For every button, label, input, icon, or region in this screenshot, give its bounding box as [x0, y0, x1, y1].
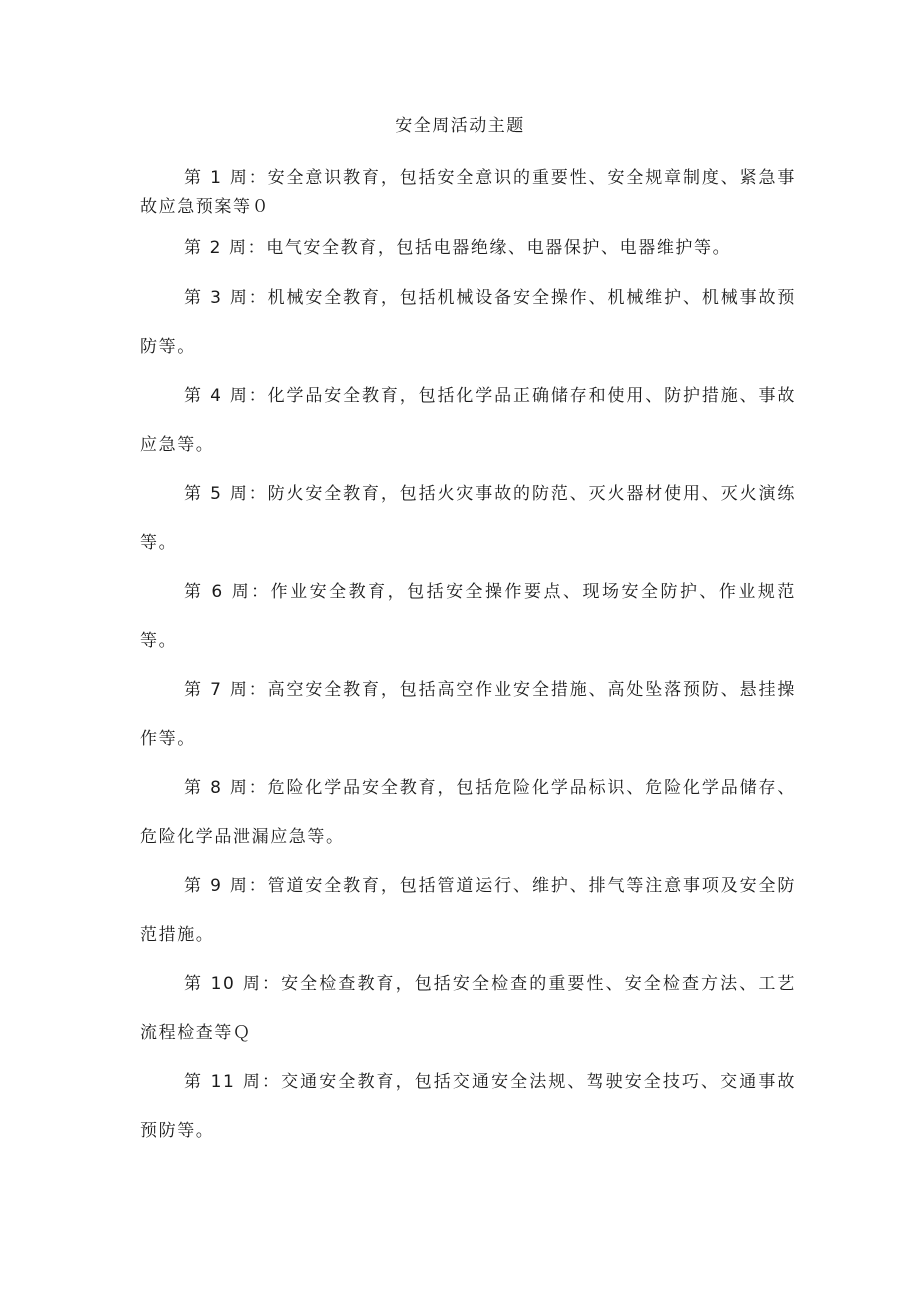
week-text: 防火安全教育，包括火灾事故的防范、灭火器材使用、灭火演练等。	[140, 484, 796, 553]
week-label: 第 10 周：	[184, 974, 282, 994]
week-item-4	[140, 372, 796, 470]
week-item-8	[140, 764, 796, 862]
week-item-10	[140, 960, 796, 1058]
week-label: 第 1 周：	[184, 168, 268, 188]
week-text: 高空安全教育，包括高空作业安全措施、高处坠落预防、悬挂操作等。	[140, 680, 796, 749]
page-title: 安全周活动主题	[395, 116, 525, 136]
week-label: 第 2 周：	[184, 238, 267, 258]
week-text: 危险化学品安全教育，包括危险化学品标识、危险化学品储存、危险化学品泄漏应急等。	[140, 778, 796, 847]
week-item-6	[140, 568, 796, 666]
week-text: 安全检查教育，包括安全检查的重要性、安全检查方法、工艺流程检查等Ｑ	[140, 974, 797, 1043]
week-text: 安全意识教育，包括安全意识的重要性、安全规章制度、紧急事故应急预案等０	[140, 168, 796, 217]
week-label: 第 4 周：	[184, 386, 268, 406]
week-text: 管道安全教育，包括管道运行、维护、排气等注意事项及安全防范措施。	[140, 876, 796, 945]
week-label: 第 8 周：	[184, 778, 268, 798]
week-item-1	[140, 164, 796, 222]
week-item-7	[140, 666, 796, 764]
week-item-11	[140, 1058, 796, 1156]
week-text: 机械安全教育，包括机械设备安全操作、机械维护、机械事故预防等。	[140, 288, 796, 357]
week-text: 电气安全教育，包括电器绝缘、电器保护、电器维护等。	[266, 238, 732, 258]
week-label: 第 9 周：	[184, 876, 268, 896]
week-item-9	[140, 862, 796, 960]
week-item-5	[140, 470, 796, 568]
week-item-2	[140, 234, 796, 263]
week-text: 化学品安全教育，包括化学品正确储存和使用、防护措施、事故应急等。	[140, 386, 796, 455]
week-text: 作业安全教育，包括安全操作要点、现场安全防护、作业规范等。	[140, 582, 796, 651]
week-label: 第 11 周：	[184, 1072, 282, 1092]
week-label: 第 5 周：	[184, 484, 268, 504]
week-label: 第 3 周：	[184, 288, 268, 308]
week-label: 第 7 周：	[184, 680, 268, 700]
week-item-3	[140, 274, 796, 372]
week-text: 交通安全教育，包括交通安全法规、驾驶安全技巧、交通事故预防等。	[140, 1072, 797, 1141]
week-label: 第 6 周：	[184, 582, 271, 602]
